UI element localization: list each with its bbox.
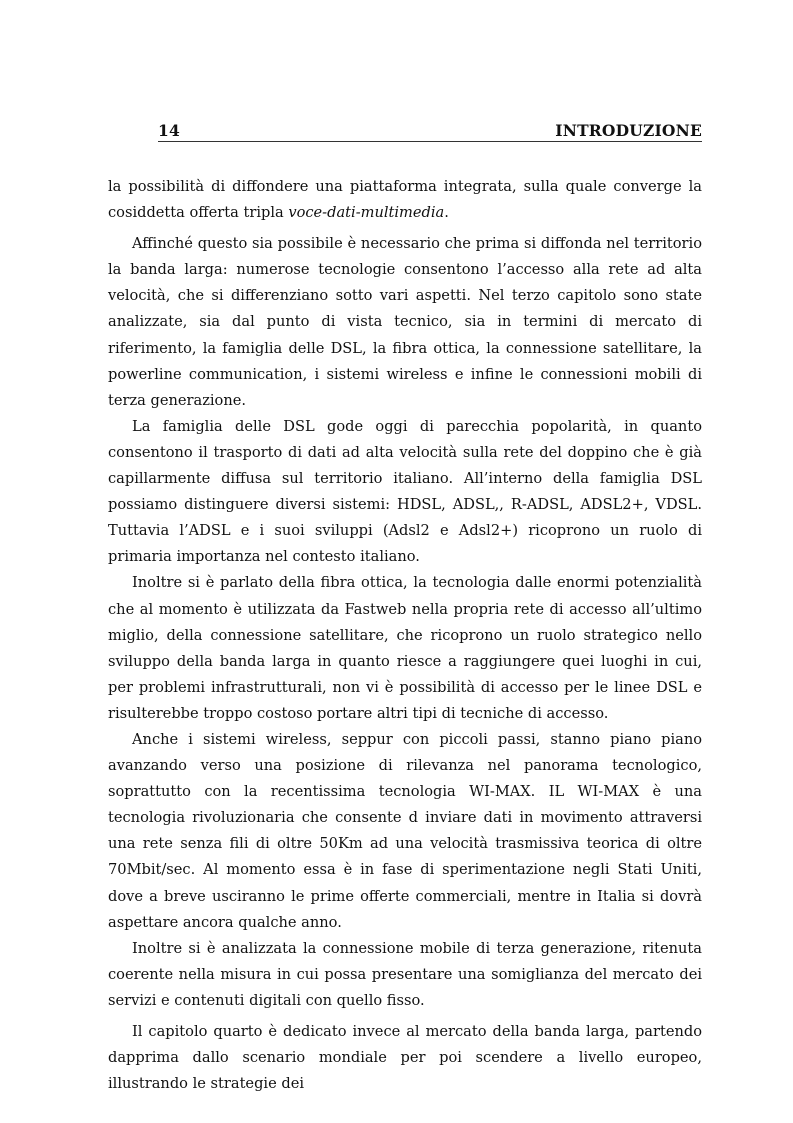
paragraph-1-text: la possibilità di diffondere una piattaforma integrata, sulla quale converge la cosiddetta offerta tripla: [108, 178, 702, 222]
document-page: [108, 0, 702, 1123]
paragraph-7: Il capitolo quarto è dedicato invece al mercato della banda larga, partendo dapprima dallo scenario mondiale per poi scendere a livello europeo, illustrando le strategie dei: [108, 1023, 702, 1093]
chapter-title: INTRODUZIONE: [555, 121, 702, 140]
paragraph-5: Anche i sistemi wireless, seppur con piccoli passi, stanno piano piano avanzando verso una posizione di rilevanza nel panorama tecnologico, soprattutto con la recentissima tecnologia WI-MAX. IL WI-MAX è una tecnologia rivoluzionaria che consente d inviare dati in movimento attraversi una rete senza fili di oltre 50Km ad una velocità trasmissiva teorica di oltre 70Mbit/sec. Al momento essa è in fase di sperimentazione negli Stati Uniti, dove a breve usciranno le prime offerte commerciali, mentre in Italia si dovrà aspettare ancora qualche anno.: [108, 730, 702, 931]
header-rule: [158, 141, 702, 142]
paragraph-2: Affinché questo sia possibile è necessario che prima si diffonda nel territorio la banda larga: numerose tecnologie consentono l’accesso alla rete ad alta velocità, che si differenziano sotto vari aspetti. Nel terzo capitolo sono state analizzate, sia dal punto di vista tecnico, sia in termini di mercato di riferimento, la famiglia delle DSL, la fibra ottica, la connessione satellitare, la powerline communication, i sistemi wireless e infine le connessioni mobili di terza generazione.: [108, 235, 702, 409]
paragraph-3: La famiglia delle DSL gode oggi di parecchia popolarità, in quanto consentono il trasporto di dati ad alta velocità sulla rete del doppino che è già capillarmente diffusa sul territorio italiano. All’interno della famiglia DSL possiamo distinguere diversi sistemi: HDSL, ADSL,, R-ADSL, ADSL2+, VDSL. Tuttavia l’ADSL e i suoi sviluppi (Adsl2 e Adsl2+) ricoprono un ruolo di primaria importanza nel contesto italiano.: [108, 417, 702, 566]
body-text: [108, 174, 702, 1097]
paragraph-1: [108, 174, 702, 226]
paragraph-6: Inoltre si è analizzata la connessione mobile di terza generazione, ritenuta coerente nella misura in cui possa presentare una somiglianza del mercato dei servizi e contenuti digitali con quello fisso.: [108, 939, 702, 1009]
paragraph-1-end: .: [444, 204, 449, 222]
page-number: 14: [158, 121, 180, 140]
paragraph-1-emphasis: voce-dati-multimedia: [288, 204, 445, 222]
paragraph-4: Inoltre si è parlato della fibra ottica, la tecnologia dalle enormi potenzialità che al momento è utilizzata da Fastweb nella propria rete di accesso all’ultimo miglio, della connessione satellitare, che ricoprono un ruolo strategico nello sviluppo della banda larga in quanto riesce a raggiungere quei luoghi in cui, per problemi infrastrutturali, non vi è possibilità di accesso per le linee DSL e risulterebbe troppo costoso portare altri tipi di tecniche di accesso.: [108, 574, 702, 722]
running-header: [158, 121, 702, 140]
